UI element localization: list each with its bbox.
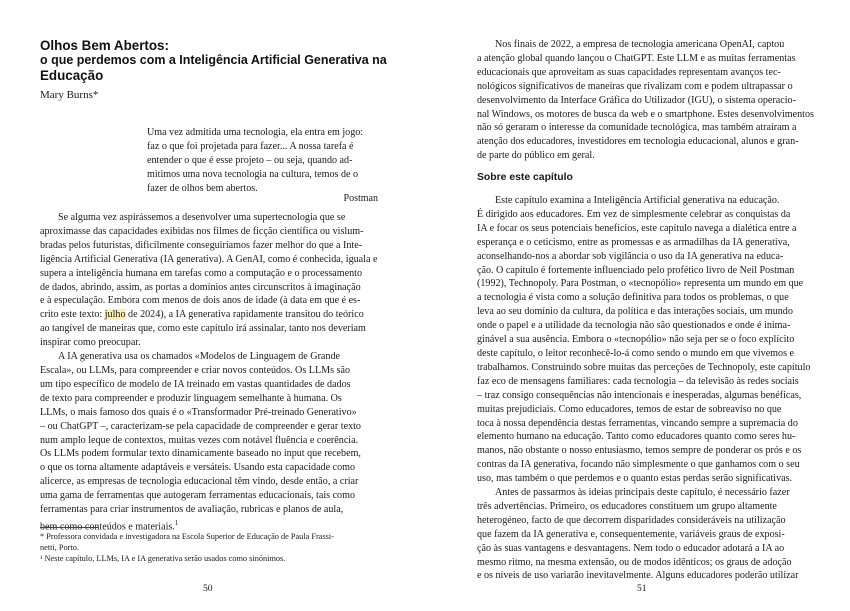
title-line: Olhos Bem Abertos: (40, 38, 169, 53)
text-line: (1992), Technopoly. Para Postman, o «tecnopólio» representa um mundo em que (477, 278, 804, 290)
text-line: alicerce, as empresas de tecnologia educacional têm vindo, desde então, a criar (40, 476, 359, 488)
epigraph-source: Postman (343, 193, 378, 204)
text-line: leva ao seu domínio da cultura, da política e das interações sociais, um mundo (477, 306, 793, 318)
text-line: – ou ChatGPT –, caracterizam-se pela capacidade de compreender e gerar texto (40, 420, 361, 432)
footnotes (40, 532, 385, 565)
text-line: o que os torna altamente adaptáveis e versáteis. Usando esta capacidade como (40, 462, 356, 474)
text-line: aconselhando-nos a abordar sob vigilância o uso da IA generativa na educa- (477, 250, 784, 262)
page-number: 50 (203, 583, 213, 594)
text-line: Este capítulo examina a Inteligência Artificial generativa na educação. (495, 195, 780, 206)
text-line: três advertências. Primeiro, os educadores constituem um grupo altamente (477, 500, 777, 512)
text-line: educacionais que aproveitam as suas capacidades representam avanços tec- (477, 66, 781, 78)
text-line: Nos finais de 2022, a empresa de tecnologia americana OpenAI, captou (495, 39, 785, 50)
text-line: deste capítulo, o leitor reconhecê-lo-á como sendo o mundo em que vivemos e (477, 347, 795, 359)
section-body (477, 194, 822, 583)
text-line: uma gama de ferramentas que autogeram ferramentas educacionais, tais como (40, 490, 356, 502)
text-line: – traz consigo consequências não intencionais e inesperadas, algumas benéficas, (477, 389, 802, 401)
text-line: muitas prejudiciais. Como educadores, temos de estar de sobreaviso no que (477, 403, 782, 415)
text-line: IA e focar os seus potenciais benefícios, este capítulo navega a dialética entre a (477, 222, 797, 234)
title-line: o que perdemos com a Inteligência Artificial Generativa na (40, 53, 387, 67)
text-line: bradas pelos futuristas, dificilmente conseguiríamos fazer melhor do que a Inte- (40, 239, 363, 251)
footnote-marker: 1 (174, 518, 179, 527)
text-line: num amplo leque de contextos, muitas vezes com notável fluência e coerência. (40, 434, 359, 446)
text-line: É dirigido aos educadores. Em vez de simplesmente celebrar as conquistas da (477, 208, 791, 220)
text-line: manos, não obstante o nosso entusiasmo, temos sempre de ponderar os prós e os (477, 445, 802, 457)
text-line: atenção dos educadores, investidores em tecnologia educacional, alunos e gran- (477, 136, 799, 148)
text-line: esperança e o ceticismo, entre as promessas e as armadilhas da IA generativa, (477, 236, 790, 248)
text-line: ção. O capítulo é fortemente influenciado pelo profético livro de Neil Postman (477, 264, 795, 276)
text-line: supera a inteligência humana em tarefas como a computação e o processamento (40, 267, 363, 279)
text-line: não só geraram o interesse da comunidade tecnológica, mas também atraíram a (477, 122, 797, 134)
highlight-mark: julho (104, 309, 126, 321)
text-line: uso, mas também o que perdemos e o quanto estas perdas serão significativas. (477, 473, 793, 485)
text-line: nológicos significativos de maneiras que rivalizam com e podem ultrapassar o (477, 80, 793, 92)
epigraph-line: faz o que foi projetada para fazer... A nossa tarefa é (147, 140, 354, 152)
text-line: de parte do público em geral. (477, 150, 595, 162)
body-text (40, 211, 385, 534)
text-line: ligência Artificial Generativa (IA generativa). A GenAI, como é conhecida, iguala e (40, 253, 378, 265)
text-line: Se alguma vez aspirássemos a desenvolver uma supertecnologia que se (58, 212, 346, 223)
text-line: mesmo ritmo, na mesma extensão, ou de modos idênticos; os graus de adoção (477, 556, 792, 568)
epigraph (147, 126, 377, 196)
text-line: desenvolvimento da Interface Gráfica do Utilizador (IGU), o sistema operacio- (477, 94, 796, 106)
text-line: faz eco de mensagens familiares: cada tecnologia – da televisão às redes sociais (477, 375, 799, 387)
intro-paragraph (477, 38, 822, 163)
text-line: contras da IA generativa, focando não simplesmente o que ganhamos com o seu (477, 459, 800, 471)
text-line-highlighted (40, 308, 385, 322)
text-line: elemento humano na educação. Tanto como educadores quanto como seres hu- (477, 431, 796, 443)
text-line: Os LLMs podem formular texto dinamicamente baseado no input que recebem, (40, 448, 361, 460)
title-line: Educação (40, 68, 104, 83)
text-line: de dados, abrindo, assim, as portas a domínios antes circunscritos à imaginação (40, 281, 361, 293)
epigraph-line: Uma vez admitida uma tecnologia, ela entra em jogo: (147, 127, 364, 138)
chapter-title (40, 38, 390, 83)
text-line: heterogéneo, facto de que decorrem disparidades consideráveis na utilização (477, 514, 786, 526)
highlighted-text: crito este texto: julho de 2024), a IA generativa rapidamente transitou do teórico (40, 309, 364, 321)
footnote-rule (40, 527, 98, 528)
footnote-line: * Professora convidada e investigadora na Escola Superior de Educação de Paula Frassi- (40, 532, 334, 541)
text-line: a atenção global quando lançou o ChatGPT. Este LLM e as muitas ferramentas (477, 52, 796, 64)
text-line: inspirar como preocupar. (40, 337, 141, 349)
text-line: onde o papel e a utilidade da tecnologia não são questionados e onde é inima- (477, 320, 791, 332)
text-line: ginável a sua ausência. Embora o «tecnopólio» não seja per se o foco explícito (477, 334, 795, 346)
footnote-line: netti, Porto. (40, 542, 79, 552)
text-span: bem como conteúdos e materiais. (40, 521, 175, 533)
text-line: toca à nossa dependência destas ferramentas, vincando sempre a supremacia do (477, 417, 798, 429)
author-name: Mary Burns* (40, 89, 99, 101)
epigraph-line: entender o que é esse projeto – ou seja, quando ad- (147, 154, 353, 166)
text-line: nal Windows, os motores de busca da web e o smartphone. Estes desenvolvimentos (477, 108, 814, 120)
text-line: A IA generativa usa os chamados «Modelos de Linguagem de Grande (58, 351, 340, 363)
text-line: e à especulação. Embora com menos de dois anos de idade (à data em que é es- (40, 295, 361, 307)
epigraph-line: mitimos uma nova tecnologia na cultura, temos de o (147, 168, 359, 180)
page-number: 51 (637, 583, 647, 594)
right-page (425, 0, 850, 611)
text-line: Escala», ou LLMs, para compreender e criar novos conteúdos. Os LLMs são (40, 364, 351, 376)
text-line: de texto para compreender e produzir linguagem semelhante à humana. Os (40, 392, 342, 404)
text-line: e os níveis de uso variarão inevitavelmente. Alguns educadores poderão utilizar (477, 570, 799, 582)
text-line: a tecnologia é vista como a solução definitiva para todos os problemas, o que (477, 292, 789, 304)
text-line: ferramentas para criar instrumentos de avaliação, rubricas e planos de aula, (40, 504, 344, 516)
text-line: LLMs, o mais famoso dos quais é o «Transformador Pré-treinado Generativo» (40, 406, 357, 418)
footnote-line: ¹ Neste capítulo, LLMs, IA e IA generativa serão usados como sinónimos. (40, 553, 286, 563)
section-heading: Sobre este capítulo (477, 172, 573, 183)
text-line: ção às suas vantagens e desvantagens. Nem todo o educador adotará a IA ao (477, 542, 785, 554)
text-line: aproximasse das capacidades exibidas nos filmes de ficção científica ou vislum- (40, 225, 364, 237)
text-line: um tipo específico de modelo de IA treinado em vastas quantidades de dados (40, 378, 351, 390)
text-line: trabalhamos. Construindo sobre muitas das perceções de Technopoly, este capítulo (477, 361, 811, 373)
epigraph-line: fazer de olhos bem abertos. (147, 182, 258, 194)
text-line: Antes de passarmos às ideias principais deste capítulo, é necessário fazer (495, 487, 790, 499)
text-line: ao tangível de maneiras que, como este capítulo irá assinalar, tanto nos deveriam (40, 323, 366, 335)
text-line: que fazem da IA generativa e, consequentemente, variáveis graus de exposi- (477, 528, 785, 540)
